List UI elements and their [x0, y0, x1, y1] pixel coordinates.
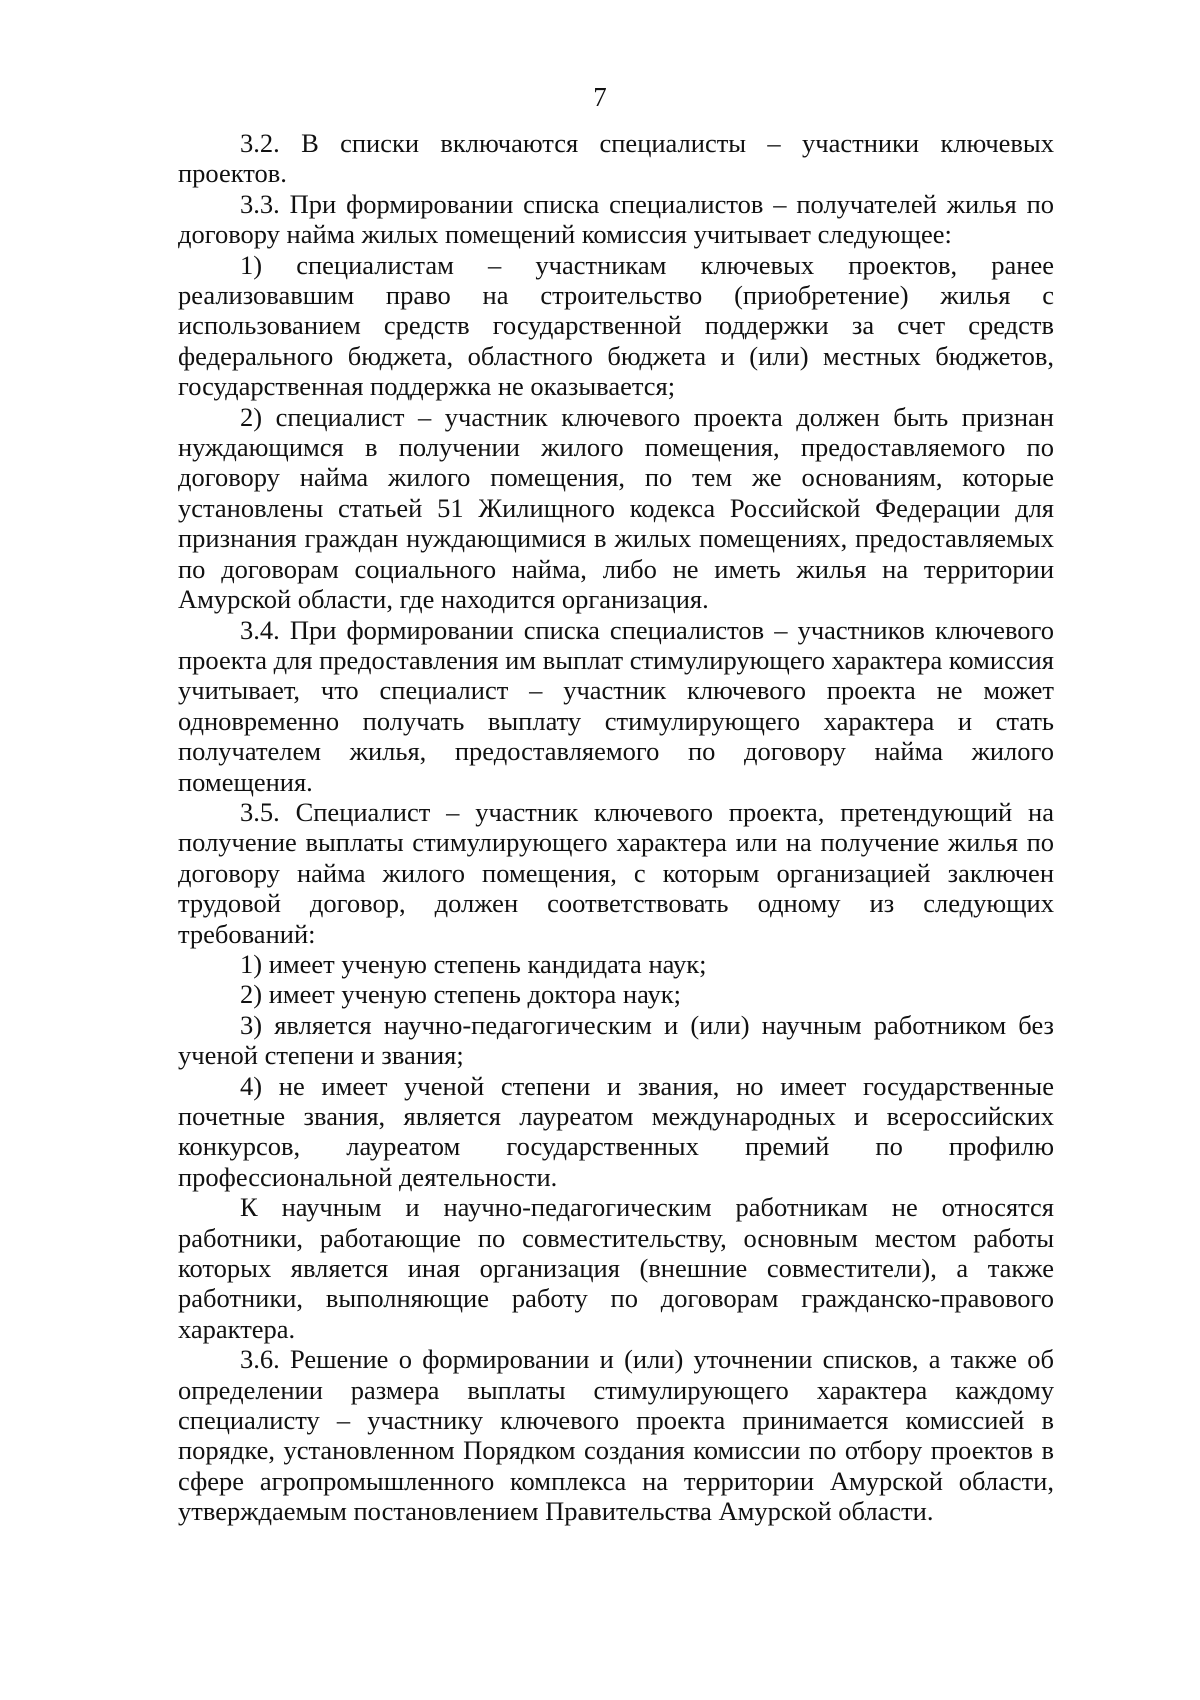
paragraph-3-5-item-3: 3) является научно-педагогическим и (или) научным работником без ученой степени и звания;: [178, 1009, 1054, 1071]
paragraph-3-5-item-2: 2) имеет ученую степень доктора наук;: [240, 979, 681, 1010]
paragraph-3-3: 3.3. При формировании списка специалистов – получателей жилья по договору найма жилых помещений комиссия учитывает следующее:: [178, 188, 1054, 250]
paragraph-3-5-item-4: 4) не имеет ученой степени и звания, но имеет государственные почетные звания, является лауреатом международных и всероссийских конкурсов, лауреатом государственных премий по профилю профессиональной деятельности.: [178, 1070, 1054, 1192]
paragraph-3-5-item-1: 1) имеет ученую степень кандидата наук;: [240, 948, 707, 979]
paragraph-exclusion-note: К научным и научно-педагогическим работникам не относятся работники, работающие по совместительству, основным местом работы которых является иная организация (внешние совместители), а также работники, выполняющие работу по договорам гражданско-правового характера.: [178, 1192, 1054, 1344]
paragraph-3-5: 3.5. Специалист – участник ключевого проекта, претендующий на получение выплаты стимулирующего характера или на получение жилья по договору найма жилого помещения, с которым организацией заключен трудовой договор, должен соответствовать одному из следующих требований:: [178, 796, 1054, 949]
paragraph-3-3-item-1: 1) специалистам – участникам ключевых проектов, ранее реализовавшим право на строительство (приобретение) жилья с использованием средств государственной поддержки за счет средств федерального бюджета, областного бюджета и (или) местных бюджетов, государственная поддержка не оказывается;: [178, 249, 1054, 402]
paragraph-3-3-item-2: 2) специалист – участник ключевого проекта должен быть признан нуждающимся в получении жилого помещения, предоставляемого по договору найма жилого помещения, по тем же основаниям, которые установлены статьей 51 Жилищного кодекса Российской Федерации для признания граждан нуждающимися в жилых помещениях, предоставляемых по договорам социального найма, либо не иметь жилья на территории Амурской области, где находится организация.: [178, 401, 1054, 615]
document-body: [178, 128, 1054, 1527]
paragraph-3-4: 3.4. При формировании списка специалистов – участников ключевого проекта для предоставления им выплат стимулирующего характера комиссия учитывает, что специалист – участник ключевого проекта не может одновременно получать выплату стимулирующего характера и стать получателем жилья, предоставляемого по договору найма жилого помещения.: [178, 614, 1054, 797]
paragraph-3-2: 3.2. В списки включаются специалисты – участники ключевых проектов.: [178, 128, 1054, 189]
page-number: 7: [593, 82, 607, 112]
paragraph-3-6: 3.6. Решение о формировании и (или) уточнении списков, а также об определении размера выплаты стимулирующего характера каждому специалисту – участнику ключевого проекта принимается комиссией в порядке, установленном Порядком создания комиссии по отбору проектов в сфере агропромышленного комплекса на территории Амурской области, утверждаемым постановлением Правительства Амурской области.: [178, 1344, 1054, 1527]
